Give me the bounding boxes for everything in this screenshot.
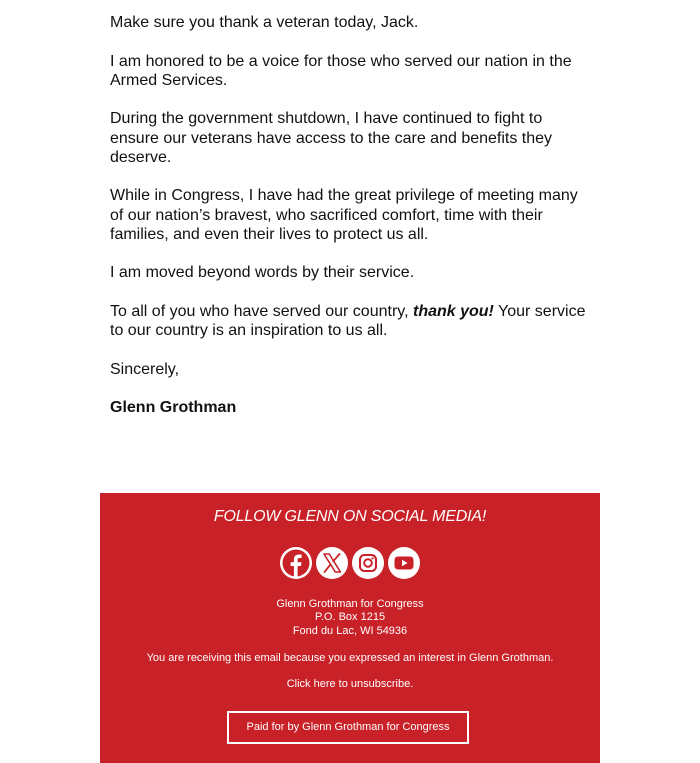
address-line: Glenn Grothman for Congress: [276, 598, 424, 610]
signature: Glenn Grothman: [110, 399, 237, 417]
thanks-emphasis: thank you!: [412, 302, 494, 320]
paragraph-voice: I am honored to be a voice for those who served our nation in the Armed Services.: [110, 52, 572, 89]
letter-body: [110, 13, 590, 437]
paragraph-moved: I am moved beyond words by their service.: [110, 264, 415, 282]
thanks-after: Your service to our country is an inspiration to us all.: [110, 302, 586, 340]
paragraph-shutdown: During the government shutdown, I have continued to fight to ensure our veterans have access to the care and benefits they deserve.: [110, 110, 553, 166]
address-line: Fond du Lac, WI 54936: [292, 624, 408, 637]
address-line: P.O. Box 1215: [314, 611, 386, 624]
closing: Sincerely,: [110, 360, 180, 378]
greeting: Make sure you thank a veteran today, Jack.: [110, 14, 419, 31]
paragraph-thanks: [110, 302, 590, 340]
mailing-address: [100, 598, 600, 638]
x-icon[interactable]: [316, 547, 348, 579]
thanks-before: To all of you who have served our country,: [110, 302, 413, 320]
paid-for-disclaimer: Paid for by Glenn Grothman for Congress: [227, 711, 469, 744]
youtube-icon[interactable]: [388, 547, 420, 579]
follow-heading: FOLLOW GLENN ON SOCIAL MEDIA!: [213, 508, 487, 525]
paragraph-congress: While in Congress, I have had the great privilege of meeting many of our nation’s bravest, who sacrificed comfort, time with their families, and even their lives to protect us all.: [110, 187, 578, 243]
facebook-icon[interactable]: [280, 547, 312, 579]
instagram-icon[interactable]: [352, 547, 384, 579]
footer: [100, 493, 600, 763]
unsubscribe-link[interactable]: Click here to unsubscribe.: [286, 678, 414, 690]
social-icons: [100, 547, 600, 579]
subscription-reason: You are receiving this email because you expressed an interest in Glenn Grothman.: [146, 652, 554, 664]
